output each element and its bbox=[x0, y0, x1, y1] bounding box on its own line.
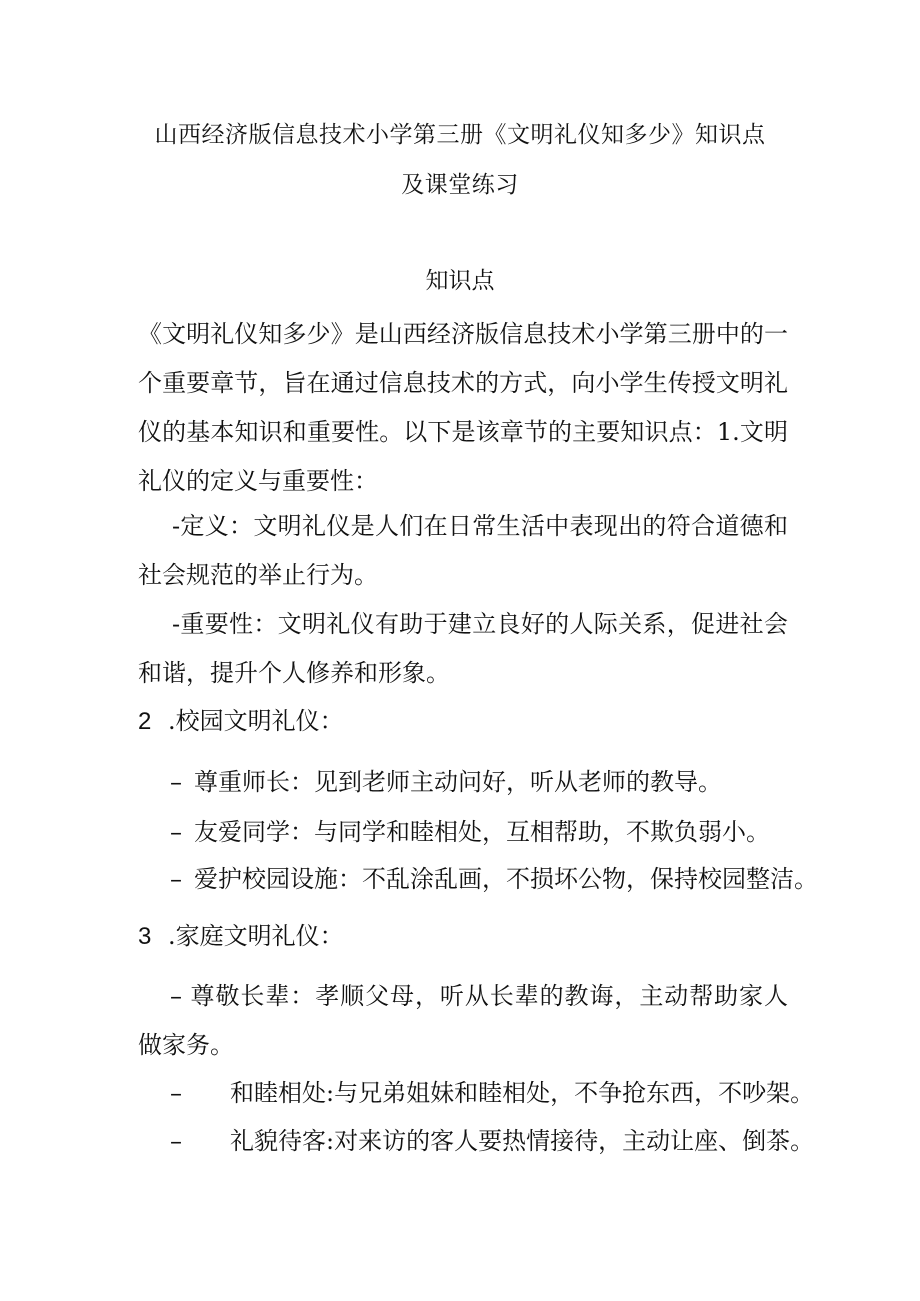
list-item-text: 友爱同学：与同学和睦相处，互相帮助，不欺负弱小。 bbox=[194, 818, 770, 846]
list-dash: – bbox=[170, 818, 182, 846]
section-heading: 知识点 bbox=[425, 268, 495, 294]
intro-paragraph: 《文明礼仪知多少》是山西经济版信息技术小学第三册中的一个重要章节，旨在通过信息技术的方式，向小学生传授文明礼仪的基本知识和重要性。以下是该章节的主要知识点：1.文明礼仪的定义与重要性： bbox=[138, 320, 788, 495]
list-dash: – bbox=[170, 865, 182, 893]
document-title-line-2: 及课堂练习 bbox=[401, 172, 519, 198]
list-dash: – bbox=[170, 768, 182, 796]
list-item-text: 和睦相处:与兄弟姐妹和睦相处，不争抢东西，不吵架。 bbox=[230, 1079, 815, 1107]
list-item bbox=[138, 855, 818, 904]
list-item-text: 爱护校园设施：不乱涂乱画，不损坏公物，保持校园整洁。 bbox=[194, 865, 818, 893]
list-item bbox=[138, 758, 798, 807]
section-3-heading bbox=[138, 912, 798, 961]
list-item bbox=[138, 1069, 815, 1118]
section-3-title: .家庭文明礼仪： bbox=[168, 922, 344, 950]
elder-respect-paragraph: – 尊敬长辈：孝顺父母，听从长辈的教诲，主动帮助家人做家务。 bbox=[138, 982, 788, 1059]
section-2-heading bbox=[138, 697, 798, 746]
importance-paragraph: -重要性：文明礼仪有助于建立良好的人际关系，促进社会和谐，提升个人修养和形象。 bbox=[138, 610, 788, 687]
section-2-number: 2 bbox=[138, 708, 152, 735]
list-item bbox=[138, 1117, 815, 1166]
section-2-title: .校园文明礼仪： bbox=[168, 707, 344, 735]
document-title-line-1: 山西经济版信息技术小学第三册《文明礼仪知多少》知识点 bbox=[154, 122, 766, 148]
list-item bbox=[138, 808, 798, 857]
definition-paragraph: -定义：文明礼仪是人们在日常生活中表现出的符合道德和社会规范的举止行为。 bbox=[138, 512, 788, 589]
section-3-number: 3 bbox=[138, 923, 152, 950]
list-dash: – bbox=[170, 1127, 182, 1155]
list-item-text: 礼貌待客:对来访的客人要热情接待，主动让座、倒茶。 bbox=[230, 1127, 815, 1155]
list-dash: – bbox=[170, 1079, 182, 1107]
list-item-text: 尊重师长：见到老师主动问好，听从老师的教导。 bbox=[194, 768, 722, 796]
